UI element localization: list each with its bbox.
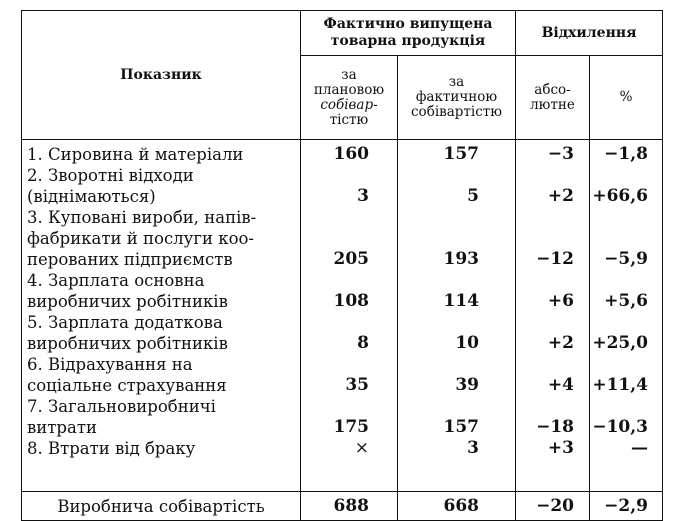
header-planned-line: плановою — [313, 81, 385, 98]
planned-value: 8 — [357, 333, 369, 353]
planned-cost-column — [301, 140, 398, 492]
row-label: 4. Зарплата основна — [27, 271, 205, 290]
actual-value: 5 — [467, 186, 479, 206]
absolute-deviation-column — [516, 140, 590, 492]
actual-value: 157 — [443, 417, 479, 437]
header-actual-line: за — [448, 74, 465, 90]
row-label: 1. Сировина й матеріали — [27, 145, 244, 164]
header-planned-cost — [301, 56, 398, 140]
absolute-value: +6 — [547, 291, 574, 311]
row-label: 6. Відрахування на — [27, 355, 193, 374]
total-percent: −2,9 — [590, 492, 663, 521]
labels-column — [22, 140, 301, 492]
header-planned-line: собівар- — [320, 96, 378, 113]
percent-value: +5,6 — [604, 291, 648, 311]
planned-value: 160 — [333, 144, 369, 164]
header-percent: % — [590, 56, 663, 140]
cost-comparison-table — [21, 10, 663, 521]
percent-value: −1,8 — [604, 144, 648, 164]
header-planned-line: за — [341, 66, 357, 83]
actual-value: 10 — [455, 333, 479, 353]
total-label: Виробнича собівартість — [22, 492, 301, 521]
actual-value: 193 — [443, 249, 479, 269]
header-actual-line: собівартістю — [411, 104, 502, 120]
percent-value: −10,3 — [592, 417, 648, 437]
actual-cost-column — [398, 140, 516, 492]
total-row — [22, 492, 663, 521]
planned-value: 3 — [357, 186, 369, 206]
row-label: (віднімаються) — [27, 187, 156, 206]
row-label: 7. Загальновиробничі — [27, 397, 216, 416]
planned-value: 108 — [333, 291, 369, 311]
percent-value: +66,6 — [592, 186, 648, 206]
row-label: фабрикати й послуги коо- — [27, 229, 255, 248]
row-label: витрати — [27, 418, 97, 437]
row-label: 2. Зворотні відходи — [27, 166, 194, 185]
percent-value: −5,9 — [604, 249, 648, 269]
percent-value: +11,4 — [592, 375, 648, 395]
header-deviation: Відхилення — [516, 11, 663, 56]
actual-value: 157 — [443, 144, 479, 164]
absolute-value: −3 — [547, 144, 574, 164]
row-label: соціальне страхування — [27, 376, 227, 395]
row-label: виробничих робітників — [27, 334, 228, 353]
absolute-value: +4 — [547, 375, 574, 395]
row-label: виробничих робітників — [27, 292, 228, 311]
header-absolute-line: абсо- — [534, 81, 571, 98]
row-label: 5. Зарплата додаткова — [27, 313, 223, 332]
planned-value: 35 — [345, 375, 369, 395]
actual-value: 114 — [443, 291, 479, 311]
planned-value: 205 — [333, 249, 369, 269]
percent-deviation-column — [590, 140, 663, 492]
header-absolute-line: лютне — [530, 96, 575, 113]
body-row — [22, 140, 663, 492]
absolute-value: +2 — [547, 333, 574, 353]
actual-value: 39 — [455, 375, 479, 395]
header-row-1 — [22, 11, 663, 56]
total-planned: 688 — [301, 492, 398, 521]
row-label: 3. Куповані вироби, напів- — [27, 208, 257, 227]
row-label: перованих підприємств — [27, 250, 233, 269]
absolute-value: −12 — [536, 249, 574, 269]
header-actual-output: Фактично випущена товарна продукція — [301, 11, 516, 56]
total-absolute: −20 — [516, 492, 590, 521]
percent-value: — — [631, 438, 648, 458]
header-actual-cost — [398, 56, 516, 140]
header-actual-line: фактичною — [415, 89, 498, 105]
header-planned-line: тістю — [329, 111, 369, 128]
header-absolute — [516, 56, 590, 140]
row-label: 8. Втрати від браку — [27, 439, 196, 458]
absolute-value: +2 — [547, 186, 574, 206]
header-indicator: Показник — [22, 11, 301, 140]
absolute-value: −18 — [536, 417, 574, 437]
percent-value: +25,0 — [592, 333, 648, 353]
total-actual: 668 — [398, 492, 516, 521]
actual-value: 3 — [467, 438, 479, 458]
absolute-value: +3 — [547, 438, 574, 458]
planned-value: 175 — [333, 417, 369, 437]
planned-value: × — [354, 438, 369, 458]
